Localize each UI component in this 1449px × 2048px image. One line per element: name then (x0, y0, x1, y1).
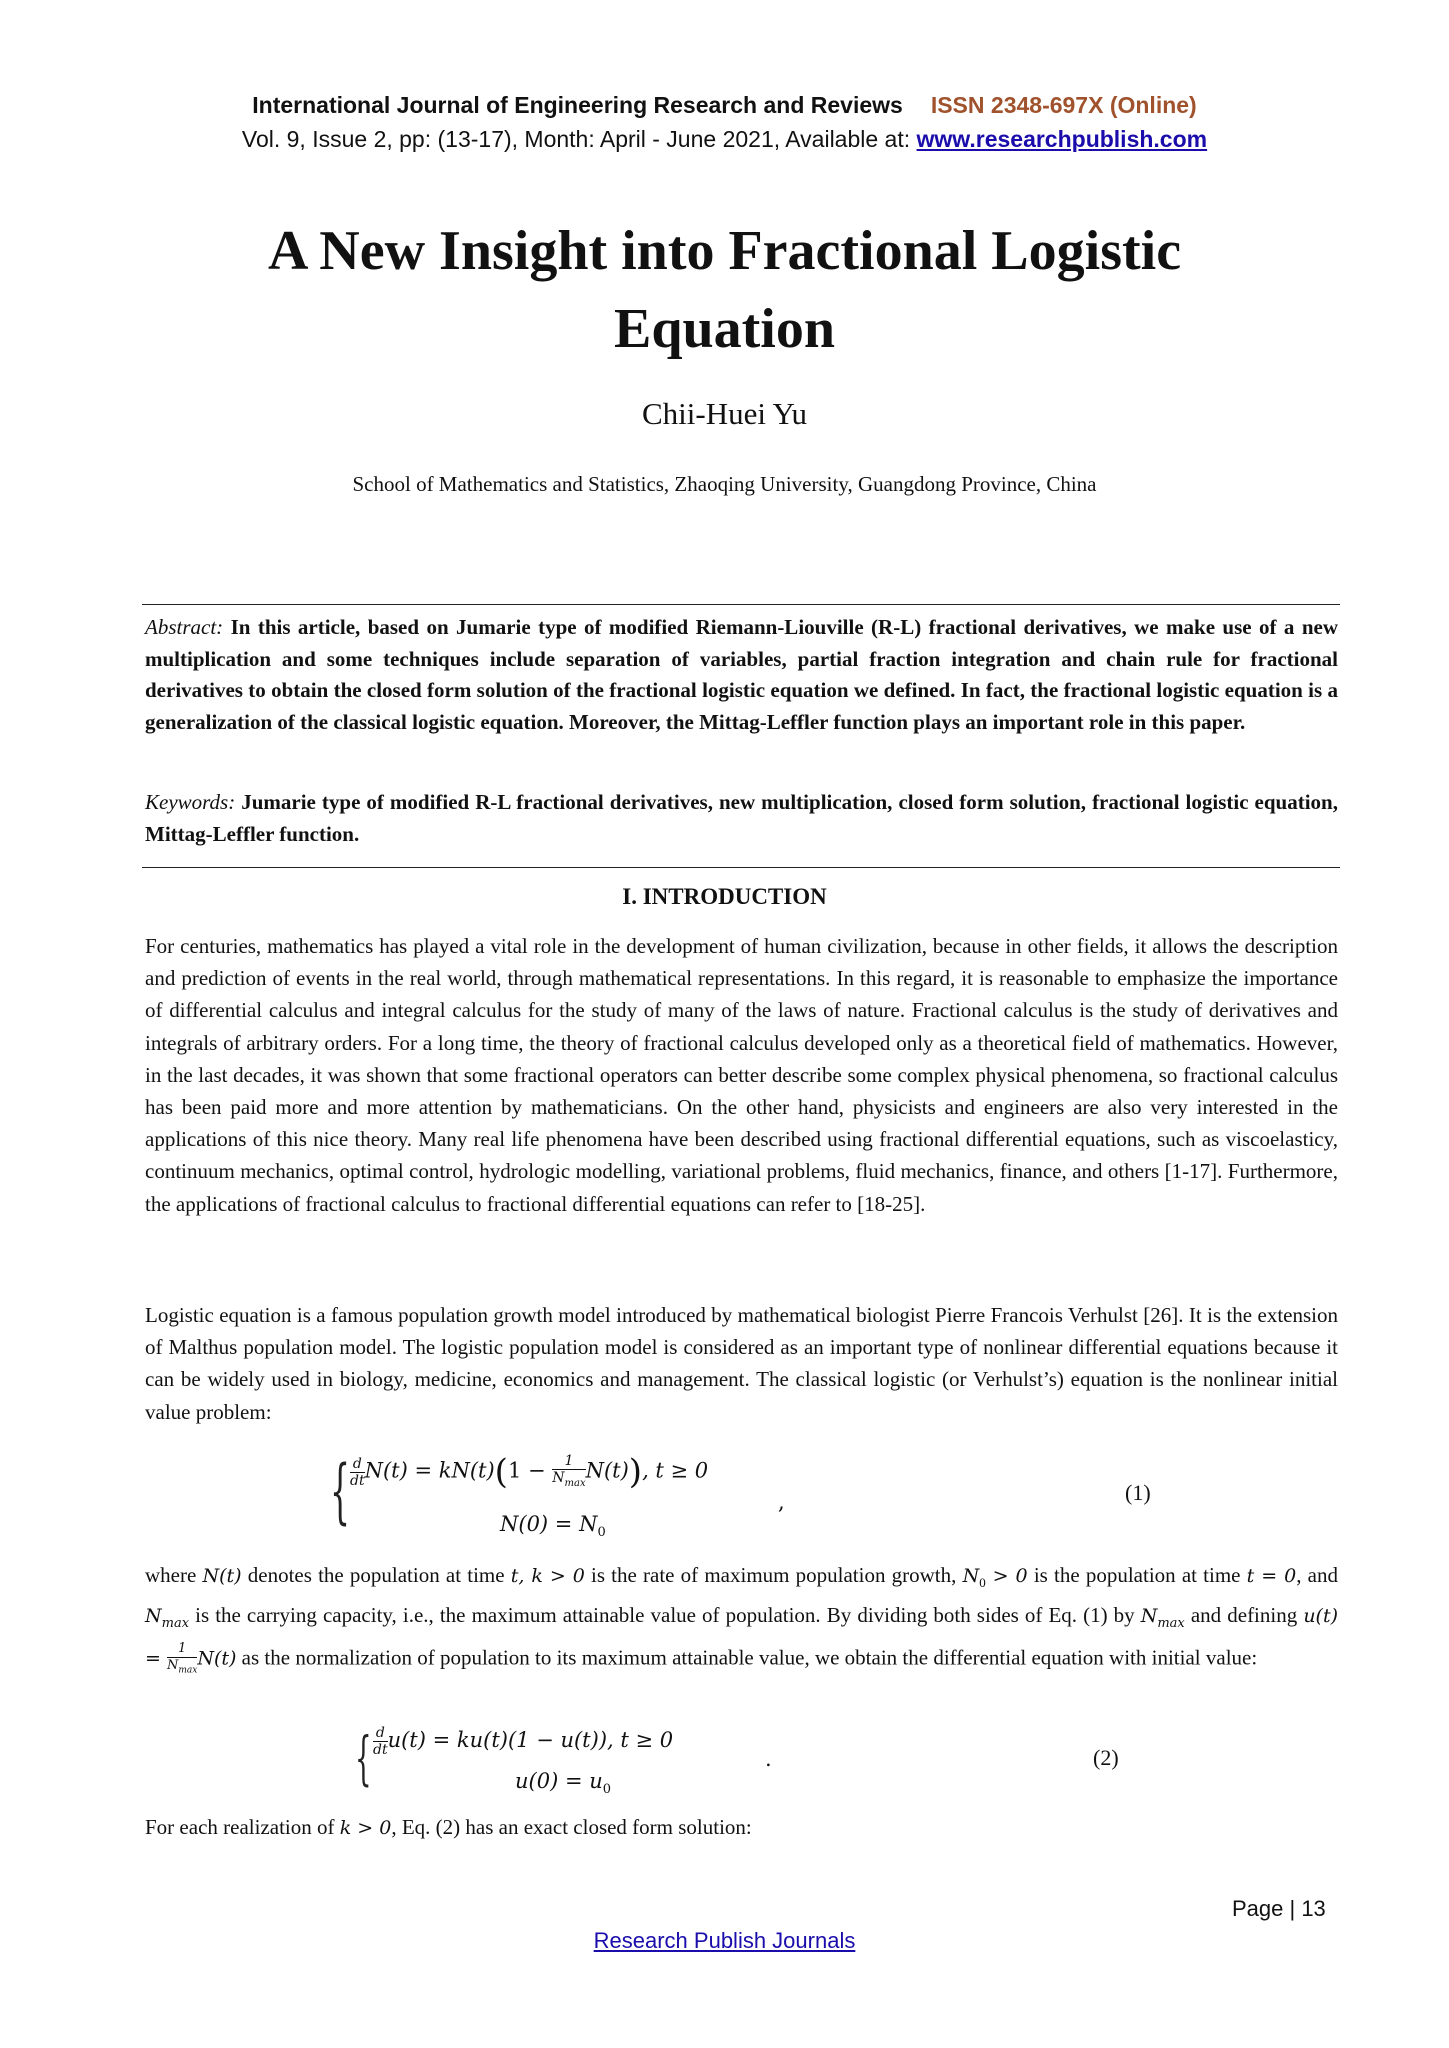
page-number: Page | 13 (1232, 1896, 1326, 1921)
math: N(t) (202, 1565, 242, 1587)
math: N (962, 1565, 980, 1587)
text: where (145, 1563, 203, 1587)
affiliation: School of Mathematics and Statistics, Zhaoqing University, Guangdong Province, China (352, 472, 1097, 496)
paragraph (145, 1559, 1338, 1678)
author: Chii-Huei Yu (641, 396, 808, 431)
keywords-label: Keywords: (145, 790, 236, 814)
journal-name: International Journal of Engineering Research and Reviews (252, 92, 903, 118)
math: t = 0 (1246, 1565, 1297, 1587)
subscript: 0 (602, 1782, 612, 1798)
text: is the rate of maximum population growth, (584, 1563, 963, 1587)
abstract-text: In this article, based on Jumarie type of modified Riemann-Liouville (R-L) fractional derivatives, we make use of a new multiplication and some techniques include separation of variables, partial fraction integration and chain rule for fractional derivatives to obtain the closed form solution of the fractional logistic equation we defined. In fact, the fractional logistic equation is a generalization of the classical logistic equation. Moreover, the Mittag-Leffler function plays an important role in this paper. (145, 615, 1338, 734)
math: u(t) = (145, 1605, 1339, 1670)
text: , and (1296, 1563, 1338, 1587)
math: N (1140, 1605, 1158, 1628)
brace: { (330, 1450, 351, 1532)
issue-line (0, 126, 1449, 153)
eq-text: N(t) = kN(t) (364, 1458, 495, 1483)
frac-num: d (350, 1456, 365, 1473)
math: N (145, 1605, 162, 1628)
subscript: 0 (979, 1575, 986, 1591)
keywords (145, 787, 1338, 850)
abstract (145, 612, 1338, 738)
frac-num: 1 (552, 1453, 585, 1470)
text: , Eq. (2) has an exact closed form solution: (391, 1815, 752, 1839)
frac-den: N (552, 1469, 565, 1486)
text: denotes the population at time (241, 1563, 511, 1587)
equation-2 (355, 1725, 775, 1805)
frac-num: d (373, 1725, 388, 1742)
subscript: 0 (597, 1525, 606, 1541)
paragraph: For centuries, mathematics has played a vital role in the development of human civilization, because in other fields, it allows the description and prediction of events in the real world, through mathematical representations. In this regard, it is reasonable to emphasize the importance of differential calculus and integral calculus for the study of many of the laws of nature. Fractional calculus is the study of derivatives and integrals of arbitrary orders. For a long time, the theory of fractional calculus developed only as a theoretical field of mathematics. However, in the last decades, it was shown that some fractional operators can better describe some complex physical phenomena, so fractional calculus has been paid more and more attention by mathematicians. On the other hand, physicists and engineers are also very interested in the applications of this nice theory. Many real life phenomena have been described using fractional differential equations, such as viscoelasticy, continuum mechanics, optimal control, hydrologic modelling, variational problems, fluid mechanics, finance, and others [1-17]. Furthermore, the applications of fractional calculus to fractional differential equations can refer to [18-25]. (145, 934, 1338, 1216)
subscript: max (564, 1477, 586, 1489)
abstract-label: Abstract: (145, 615, 224, 639)
frac-num: 1 (167, 1641, 197, 1658)
journal-header (0, 92, 1449, 119)
eq-text: u(t) = ku(t)(1 − u(t)), t ≥ 0 (387, 1728, 674, 1752)
title-line-1: A New Insight into Fractional Logistic (267, 220, 1182, 282)
brace: { (355, 1724, 372, 1792)
divider (142, 604, 1340, 605)
paragraph (145, 1811, 1338, 1844)
frac-den: N (166, 1657, 179, 1673)
math: > 0 (985, 1565, 1028, 1587)
paper-title (0, 212, 1449, 368)
eq-text: 1 − (507, 1458, 553, 1483)
eq-punct: . (765, 1747, 772, 1771)
eq-condition: , t ≥ 0 (642, 1458, 709, 1483)
issue-info: Vol. 9, Issue 2, pp: (13-17), Month: April - June 2021, Available at: (241, 126, 917, 152)
section-heading: I. INTRODUCTION (622, 884, 827, 909)
text: is the population at time (1027, 1563, 1247, 1587)
eq-text: u(0) = u (515, 1769, 603, 1793)
equation-number: (2) (1093, 1745, 1119, 1770)
equation-2-line-2 (515, 1769, 611, 1797)
math: t, k > 0 (510, 1565, 585, 1587)
footer-link[interactable]: Research Publish Journals (593, 1928, 856, 1953)
eq-text: N(0) = N (500, 1512, 598, 1536)
title-line-2: Equation (614, 298, 835, 360)
subscript: max (178, 1665, 198, 1676)
website-link[interactable]: www.researchpublish.com (916, 126, 1208, 152)
equation-1-line-1: $\frac{d}{dt}$ N(t) = kN(t)(1 − $\frac{1}{N_{max}}$ N(t)), t ≥ 0 (350, 1452, 709, 1492)
text: and defining (1184, 1603, 1304, 1628)
math: N(t) (197, 1647, 237, 1670)
frac-den: dt (350, 1472, 365, 1489)
eq-punct: , (778, 1490, 785, 1514)
text: as the normalization of population to its maximum attainable value, we obtain the differential equation with initial value: (236, 1645, 1258, 1670)
equation-1-line-2 (500, 1512, 606, 1540)
keywords-text: Jumarie type of modified R-L fractional derivatives, new multiplication, closed form solution, fractional logistic equation, Mittag-Leffler function. (145, 790, 1338, 846)
eq-text: N(t) (585, 1458, 629, 1483)
paragraph: Logistic equation is a famous population growth model introduced by mathematical biologist Pierre Francois Verhulst [26]. It is the extension of Malthus population model. The logistic population model is considered as an important type of nonlinear differential equations because it can be widely used in biology, medicine, economics and management. The classical logistic (or Verhulst’s) equation is the nonlinear initial value problem: (145, 1303, 1338, 1424)
subscript: max (161, 1616, 190, 1632)
divider (142, 867, 1340, 868)
equation-1 (330, 1452, 830, 1552)
math: k > 0 (339, 1817, 392, 1839)
text: For each realization of (145, 1815, 340, 1839)
equation-2-line-1 (373, 1725, 673, 1758)
issn: ISSN 2348-697X (Online) (930, 92, 1197, 118)
equation-number: (1) (1125, 1480, 1151, 1505)
text: is the carrying capacity, i.e., the maximum attainable value of population. By dividing both sides of Eq. (1) by (189, 1603, 1141, 1628)
frac-den: dt (373, 1742, 388, 1758)
subscript: max (1157, 1616, 1185, 1632)
footer (0, 1928, 1449, 1954)
